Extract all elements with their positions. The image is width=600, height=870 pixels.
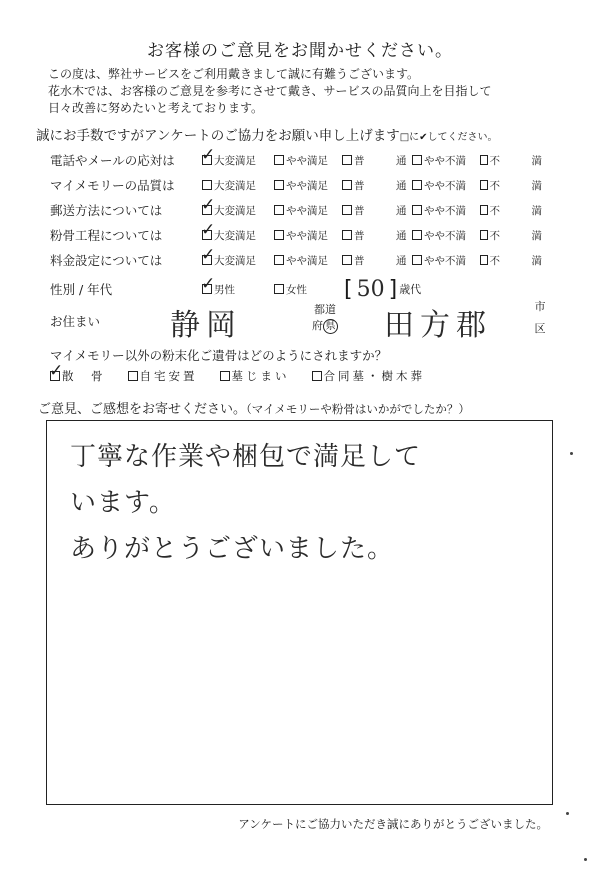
rating-option-label: やや満足 [286,179,328,192]
disposal-checkbox[interactable] [220,371,230,381]
rating-checkbox[interactable] [274,255,284,265]
gender-age-row [50,274,422,302]
rating-checkbox[interactable] [480,155,488,165]
pref-suffix-top: 都道 [314,303,336,316]
disposal-options [49,361,447,384]
rating-option[interactable] [342,203,412,218]
rating-option-label: やや満足 [286,254,328,267]
disposal-checkbox[interactable] [312,371,322,381]
scan-speck [584,858,587,861]
rating-option[interactable] [342,228,412,243]
pref-suffix-ken-circled: 県 [323,319,338,334]
rating-option-label: やや満足 [286,154,328,167]
rating-option[interactable] [201,245,274,268]
rating-checkbox[interactable] [480,255,488,265]
female-checkbox[interactable] [274,284,284,294]
rating-checkbox[interactable] [412,230,422,240]
scan-speck [570,452,573,455]
rating-option-label: 大変満足 [214,254,256,267]
rating-question-label: 電話やメールの応対は [50,153,175,168]
comment-heading [38,398,470,417]
rating-option[interactable] [274,228,342,243]
rating-option[interactable] [201,220,274,243]
age-suffix: 歳代 [399,283,422,296]
rating-option[interactable] [342,178,412,193]
rating-option-label: 普 通 [354,154,407,167]
rating-checkbox[interactable] [274,205,284,215]
rating-option[interactable] [480,203,542,218]
rating-option-label: 大変満足 [214,179,256,192]
rating-checkbox[interactable] [480,230,488,240]
disposal-checkbox[interactable] [49,361,67,381]
intro-line: この度は、弊社サービスをご利用戴きまして誠に有難うございます。 [48,67,420,81]
rating-question-label: 粉骨工程については [50,228,163,243]
disposal-option-home[interactable] [128,368,198,384]
intro-text [48,66,548,117]
rating-option-label: 不 満 [489,229,542,242]
rating-checkbox[interactable] [342,230,352,240]
check-mark-icon: ✓ [201,145,216,165]
instruction-text: 誠にお手数ですがアンケートのご協力をお願い申し上げます [36,128,400,144]
rating-option-label: 普 通 [354,204,407,217]
scan-speck [566,812,569,815]
rating-option-label: 普 通 [354,254,407,267]
comment-handwritten-line: 丁寧な作業や梱包で満足して [70,442,422,472]
check-mark-icon: ✓ [49,361,67,381]
rating-checkbox[interactable] [480,180,488,190]
city-suffix-top: 市 [534,300,546,313]
rating-checkbox[interactable] [342,205,352,215]
rating-option[interactable] [201,145,274,168]
female-option[interactable] [274,282,344,297]
disposal-option-label: 散 骨 [62,369,106,383]
disposal-option-label: 合同墓・樹木葬 [323,369,425,383]
rating-checkbox[interactable] [201,195,216,215]
disposal-option-label: 墓じまい [231,369,290,383]
rating-question-label: マイメモリーの品質は [50,178,175,193]
rating-option-label: 大変満足 [214,204,256,217]
rating-option[interactable] [480,253,542,268]
rating-row [50,245,542,272]
rating-row [50,220,542,247]
disposal-option-shared-grave[interactable] [312,368,426,384]
comment-heading-text: ご意見、ご感想をお寄せください。 [38,402,247,417]
rating-checkbox[interactable] [480,205,488,215]
rating-option[interactable] [480,153,542,168]
rating-checkbox[interactable] [274,155,284,165]
rating-option[interactable] [412,253,480,268]
city-suffix-bottom: 区 [534,322,546,335]
rating-row [50,145,542,172]
rating-checkbox[interactable] [202,180,212,190]
rating-checkbox[interactable] [412,155,422,165]
comment-handwritten-line: います。 [70,488,176,518]
rating-checkbox[interactable] [201,220,216,240]
rating-option[interactable] [412,153,480,168]
rating-option[interactable] [274,253,342,268]
rating-option[interactable] [412,228,480,243]
rating-option-label: 不 満 [489,179,542,192]
survey-instruction [36,124,596,144]
disposal-option-grave-closing[interactable] [220,368,290,384]
rating-checkbox[interactable] [274,230,284,240]
rating-option-label: 大変満足 [214,229,256,242]
prefecture-suffix [312,302,338,334]
rating-option-label: やや不満 [424,179,466,192]
female-label: 女性 [286,283,307,296]
age-handwritten-value: 50 [356,276,385,302]
rating-option-label: やや不満 [424,254,466,267]
rating-checkbox[interactable] [412,255,422,265]
rating-option-label: やや不満 [424,154,466,167]
rating-option-label: 大変満足 [214,154,256,167]
footer-thanks: アンケートにご協力いただき誠にありがとうございました。 [238,817,548,831]
intro-line: 日々改善に努めたいと考えております。 [48,101,264,115]
page-title: お客様のご意見をお聞かせください。 [147,41,453,61]
rating-option[interactable] [480,178,542,193]
prefecture-handwritten-value: 静岡 [170,308,242,343]
male-option[interactable] [201,274,274,297]
rating-question-label: 料金設定については [50,253,163,268]
rating-option[interactable] [412,178,480,193]
rating-checkbox[interactable] [201,145,216,165]
rating-checkbox[interactable] [412,205,422,215]
male-label: 男性 [214,283,235,296]
rating-option[interactable] [202,178,274,193]
city-suffix [534,298,546,338]
disposal-option-label: 自宅安置 [139,369,198,383]
rating-option-label: やや満足 [286,204,328,217]
check-mark-icon: ✓ [201,274,216,294]
age-field[interactable] [344,277,421,302]
rating-option-label: 不 満 [489,204,542,217]
comment-heading-paren: （マイメモリーや粉骨はいかがでしたか？） [246,402,470,416]
rating-checkbox[interactable] [201,245,216,265]
rating-option[interactable] [274,178,342,193]
rating-option[interactable] [201,195,274,218]
rating-option[interactable] [274,203,342,218]
address-label: お住まい [50,314,101,329]
rating-option[interactable] [412,203,480,218]
check-mark-icon: ✓ [201,195,216,215]
disposal-option-scatter[interactable] [49,361,106,384]
rating-option-label: 普 通 [354,179,407,192]
check-mark-icon: ✓ [201,220,216,240]
rating-checkbox[interactable] [342,255,352,265]
rating-option-label: やや不満 [424,229,466,242]
city-handwritten-value: 田方郡 [384,308,492,343]
rating-option[interactable] [342,153,412,168]
comment-handwritten-line: ありがとうございました。 [70,534,395,564]
rating-checkbox[interactable] [342,180,352,190]
age-bracket-open: [ [344,276,353,302]
rating-option[interactable] [274,153,342,168]
gender-age-label: 性別 / 年代 [50,282,113,297]
rating-option-label: やや不満 [424,204,466,217]
rating-row [50,173,542,197]
rating-checkbox[interactable] [274,180,284,190]
disposal-question: マイメモリー以外の粉末化ご遺骨はどのようにされますか？ [50,348,388,363]
age-bracket-close: ] [388,276,398,302]
rating-option[interactable] [342,253,412,268]
rating-checkbox[interactable] [342,155,352,165]
comment-box[interactable] [46,420,553,805]
rating-option[interactable] [480,228,542,243]
rating-checkbox[interactable] [412,180,422,190]
intro-line: 花水木では、お客様のご意見を参考にさせて戴き、サービスの品質向上を目指して [48,84,492,98]
disposal-checkbox[interactable] [128,371,138,381]
pref-suffix-fu: 府 [312,319,323,332]
rating-option-label: 不 満 [489,254,542,267]
instruction-tail: □に✔してください。 [399,132,498,143]
rating-option-label: 不 満 [489,154,542,167]
male-checkbox[interactable] [201,274,216,294]
check-mark-icon: ✓ [201,245,216,265]
rating-question-label: 郵送方法については [50,203,163,218]
rating-option-label: やや満足 [286,229,328,242]
rating-row [50,195,542,222]
rating-option-label: 普 通 [354,229,407,242]
